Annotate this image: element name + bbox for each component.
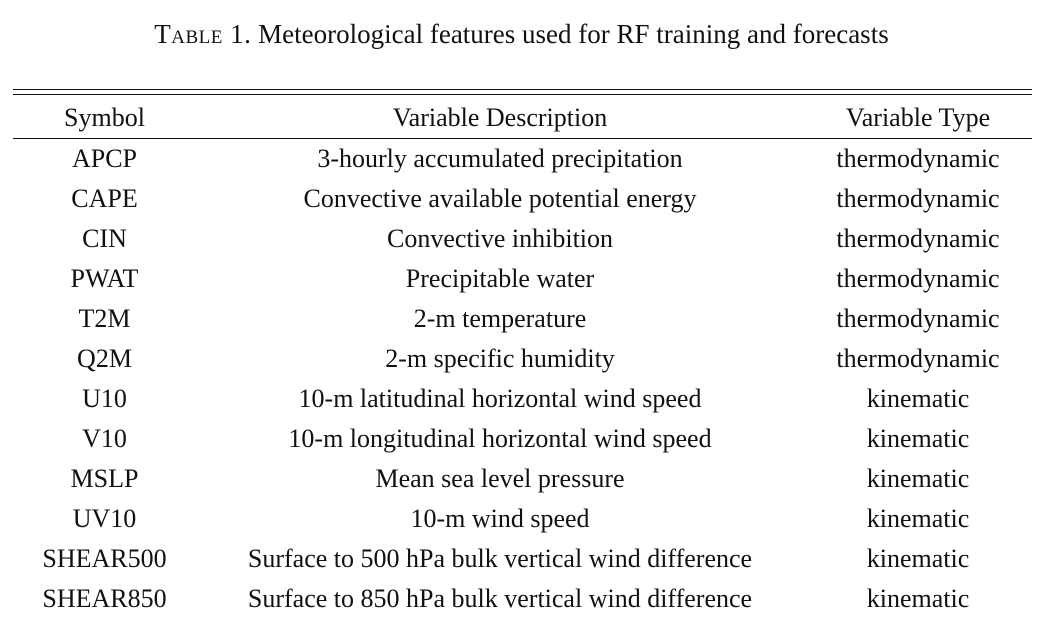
cell-symbol: CAPE bbox=[71, 184, 138, 213]
table-row bbox=[13, 259, 1032, 299]
cell-symbol: PWAT bbox=[70, 264, 139, 293]
cell-description: 2-m specific humidity bbox=[385, 344, 615, 373]
cell-symbol: U10 bbox=[82, 384, 127, 413]
cell-symbol: SHEAR500 bbox=[42, 544, 167, 573]
table-row bbox=[13, 299, 1032, 339]
cell-type: kinematic bbox=[866, 584, 970, 613]
table-row bbox=[13, 539, 1032, 579]
header-description: Variable Description bbox=[392, 103, 608, 132]
table-row bbox=[13, 499, 1032, 539]
cell-description: Convective available potential energy bbox=[303, 184, 697, 213]
cell-description: 10-m wind speed bbox=[410, 504, 590, 533]
table-header-row bbox=[13, 98, 1032, 138]
cell-type: thermodynamic bbox=[836, 184, 1000, 213]
cell-type: kinematic bbox=[866, 424, 970, 453]
cell-type: kinematic bbox=[866, 544, 970, 573]
cell-description: Surface to 850 hPa bulk vertical wind difference bbox=[247, 584, 753, 613]
cell-symbol: SHEAR850 bbox=[42, 584, 167, 613]
table-row bbox=[13, 579, 1032, 619]
table-row bbox=[13, 139, 1032, 179]
cell-description: Mean sea level pressure bbox=[375, 464, 625, 493]
cell-type: kinematic bbox=[866, 464, 970, 493]
table-row bbox=[13, 459, 1032, 499]
table-row bbox=[13, 379, 1032, 419]
cell-symbol: Q2M bbox=[77, 344, 132, 373]
table-caption-text: Meteorological features used for RF training and forecasts bbox=[258, 19, 889, 49]
cell-type: thermodynamic bbox=[836, 264, 1000, 293]
cell-type: thermodynamic bbox=[836, 224, 1000, 253]
table-row bbox=[13, 219, 1032, 259]
cell-description: 3-hourly accumulated precipitation bbox=[317, 144, 683, 173]
cell-description: 10-m longitudinal horizontal wind speed bbox=[288, 424, 712, 453]
cell-description: Surface to 500 hPa bulk vertical wind difference bbox=[247, 544, 753, 573]
cell-type: thermodynamic bbox=[836, 344, 1000, 373]
cell-type: kinematic bbox=[866, 384, 970, 413]
cell-description: 10-m latitudinal horizontal wind speed bbox=[298, 384, 702, 413]
cell-type: thermodynamic bbox=[836, 144, 1000, 173]
cell-symbol: MSLP bbox=[70, 464, 139, 493]
features-table bbox=[13, 89, 1032, 619]
header-symbol: Symbol bbox=[64, 103, 145, 132]
cell-symbol: UV10 bbox=[72, 504, 137, 533]
cell-symbol: APCP bbox=[71, 144, 138, 173]
cell-description: Precipitable water bbox=[405, 264, 595, 293]
table-top-rule bbox=[13, 89, 1032, 95]
table-body bbox=[13, 139, 1032, 619]
table-row bbox=[13, 179, 1032, 219]
table-row bbox=[13, 339, 1032, 379]
cell-description: Convective inhibition bbox=[386, 224, 614, 253]
table-caption bbox=[0, 16, 1043, 52]
cell-description: 2-m temperature bbox=[413, 304, 587, 333]
header-type: Variable Type bbox=[845, 103, 991, 132]
cell-symbol: T2M bbox=[78, 304, 131, 333]
table-caption-label: Table 1. bbox=[154, 19, 252, 49]
table-row bbox=[13, 419, 1032, 459]
cell-type: thermodynamic bbox=[836, 304, 1000, 333]
cell-symbol: V10 bbox=[82, 424, 127, 453]
cell-type: kinematic bbox=[866, 504, 970, 533]
cell-symbol: CIN bbox=[82, 224, 127, 253]
